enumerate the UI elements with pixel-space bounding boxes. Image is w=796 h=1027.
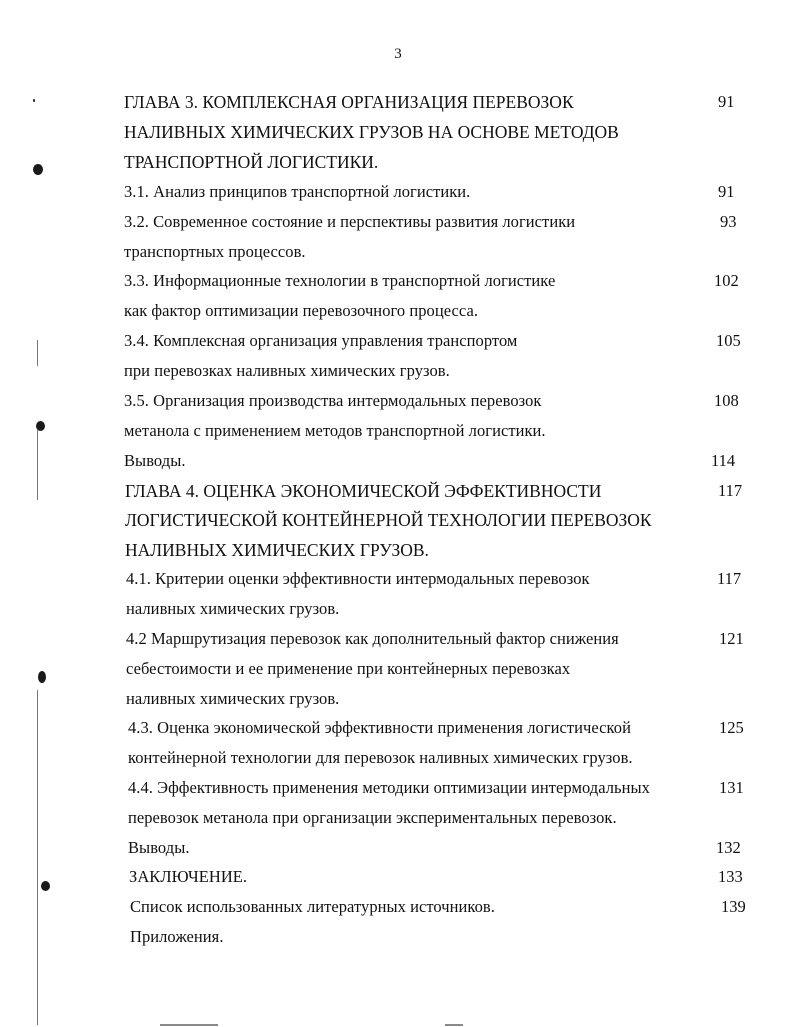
toc-page-number: 91: [718, 182, 735, 201]
toc-chapter-3-title-cont: ТРАНСПОРТНОЙ ЛОГИСТИКИ.: [124, 152, 379, 172]
toc-section-3-2: 3.2. Современное состояние и перспективы развития логистики: [124, 212, 576, 231]
scan-speck: [33, 99, 35, 102]
toc-section-3-4: 3.4. Комплексная организация управления транспортом: [124, 331, 518, 350]
toc-section-4-4-cont: перевозок метанола при организации экспериментальных перевозок.: [128, 808, 617, 827]
scan-speck: [41, 881, 50, 891]
toc-conclusions-ch4: Выводы.: [128, 838, 190, 857]
toc-section-4-2-cont: себестоимости и ее применение при контейнерных перевозках: [126, 659, 571, 678]
toc-section-3-2-cont: транспортных процессов.: [124, 242, 306, 261]
toc-page-number: 93: [720, 212, 737, 231]
toc-chapter-4-title-cont: НАЛИВНЫХ ХИМИЧЕСКИХ ГРУЗОВ.: [125, 540, 429, 560]
toc-section-3-5: 3.5. Организация производства интермодальных перевозок: [124, 391, 542, 410]
toc-section-3-1: 3.1. Анализ принципов транспортной логистики.: [124, 182, 471, 201]
toc-page-number: 114: [711, 451, 736, 470]
toc-section-4-1: 4.1. Критерии оценки эффективности интермодальных перевозок: [126, 569, 590, 588]
toc-chapter-4-title: ГЛАВА 4. ОЦЕНКА ЭКОНОМИЧЕСКОЙ ЭФФЕКТИВНОСТИ: [125, 481, 602, 501]
scan-edge-line-upper: [37, 340, 38, 366]
toc-page-number: 108: [714, 391, 739, 410]
toc-page-number: 139: [721, 897, 746, 916]
toc-section-3-4-cont: при перевозках наливных химических грузов.: [124, 361, 450, 380]
toc-section-4-3: 4.3. Оценка экономической эффективности применения логистической: [128, 718, 631, 737]
toc-page-number: 131: [719, 778, 744, 797]
toc-section-4-2-cont: наливных химических грузов.: [126, 689, 340, 708]
scan-edge-line-middle: [37, 430, 38, 500]
scan-bottom-smudge: [445, 1024, 463, 1026]
toc-conclusions-ch3: Выводы.: [124, 451, 186, 470]
toc-page-number: 117: [718, 481, 743, 500]
scan-speck: [33, 164, 43, 175]
toc-page-number: 133: [718, 867, 743, 886]
toc-section-4-1-cont: наливных химических грузов.: [126, 599, 340, 618]
toc-chapter-3-title-cont: НАЛИВНЫХ ХИМИЧЕСКИХ ГРУЗОВ НА ОСНОВЕ МЕТОДОВ: [124, 122, 619, 142]
toc-section-3-3: 3.3. Информационные технологии в транспортной логистике: [124, 271, 556, 290]
toc-chapter-3-title: ГЛАВА 3. КОМПЛЕКСНАЯ ОРГАНИЗАЦИЯ ПЕРЕВОЗОК: [124, 92, 574, 112]
toc-page-number: 91: [718, 92, 735, 111]
toc-page-number: 105: [716, 331, 741, 350]
scan-speck: [38, 671, 46, 683]
toc-conclusion: ЗАКЛЮЧЕНИЕ.: [129, 867, 248, 886]
toc-section-4-4: 4.4. Эффективность применения методики оптимизации интермодальных: [128, 778, 650, 797]
toc-page-number: 132: [716, 838, 741, 857]
scan-edge-line-lower: [37, 690, 38, 1025]
toc-section-3-3-cont: как фактор оптимизации перевозочного процесса.: [124, 301, 479, 320]
scan-bottom-smudge: [160, 1024, 218, 1026]
toc-page-number: 121: [719, 629, 744, 648]
toc-page-number: 125: [719, 718, 744, 737]
toc-page-number: 117: [717, 569, 742, 588]
toc-section-3-5-cont: метанола с применением методов транспортной логистики.: [124, 421, 546, 440]
scan-speck: [36, 421, 45, 431]
toc-page-number: 102: [714, 271, 739, 290]
toc-chapter-4-title-cont: ЛОГИСТИЧЕСКОЙ КОНТЕЙНЕРНОЙ ТЕХНОЛОГИИ ПЕРЕВОЗОК: [125, 510, 652, 530]
toc-section-4-2: 4.2 Маршрутизация перевозок как дополнительный фактор снижения: [126, 629, 619, 648]
toc-appendices: Приложения.: [130, 927, 224, 946]
toc-references: Список использованных литературных источников.: [130, 897, 495, 916]
toc-section-4-3-cont: контейнерной технологии для перевозок наливных химических грузов.: [128, 748, 633, 767]
page-number: 3: [394, 46, 402, 62]
